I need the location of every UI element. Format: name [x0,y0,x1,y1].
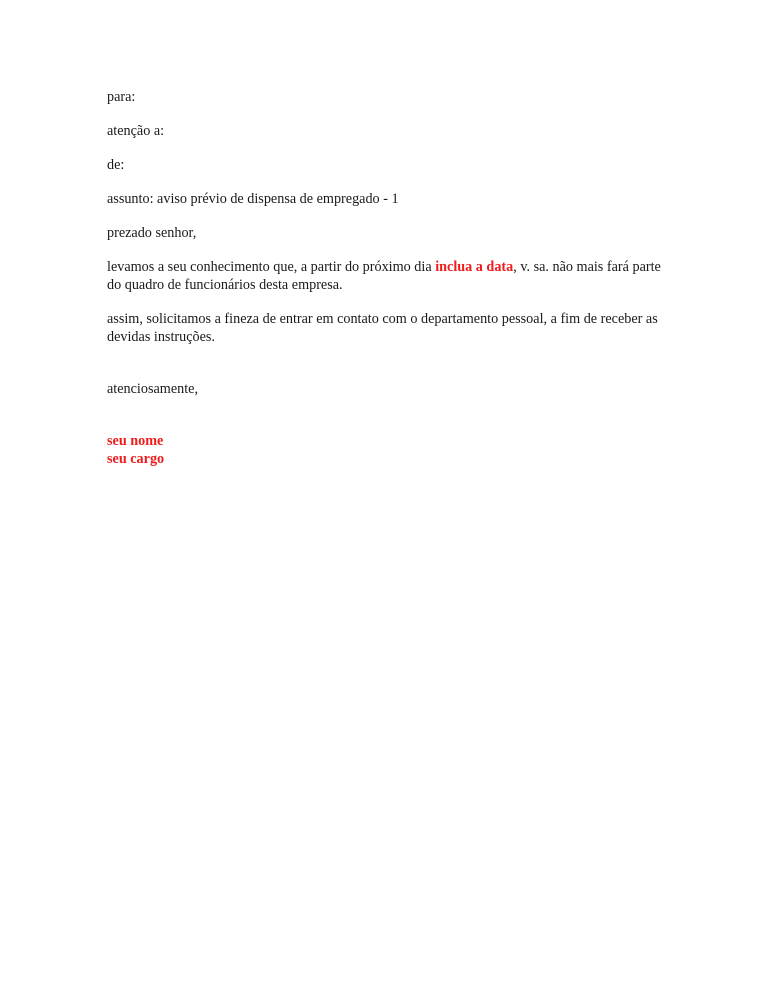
paragraph-1-end: , v. sa. não mais fará parte do quadro de funcionários desta empresa. [107,259,661,293]
spacer [107,106,667,122]
spacer [107,294,667,310]
spacer [107,174,667,190]
paragraph-1-start: levamos a seu conhecimento que, a partir do próximo dia [107,259,436,275]
spacer [107,242,667,258]
signature-name: seu nome [107,433,164,449]
to-line: para: [107,89,136,105]
signature-title: seu cargo [107,451,165,467]
paragraph-1 [107,258,667,294]
subject-line: assunto: aviso prévio de dispensa de empregado - 1 [107,191,399,207]
date-placeholder: inclua a data [435,259,514,275]
closing: atenciosamente, [107,381,198,397]
spacer [107,346,667,380]
from-line: de: [107,157,125,173]
spacer [107,208,667,224]
attention-line: atenção a: [107,123,165,139]
spacer [107,140,667,156]
salutation: prezado senhor, [107,225,197,241]
paragraph-2: assim, solicitamos a fineza de entrar em contato com o departamento pessoal, a fim de receber as devidas instruções. [107,311,658,345]
spacer [107,398,667,432]
letter-body [107,88,667,468]
